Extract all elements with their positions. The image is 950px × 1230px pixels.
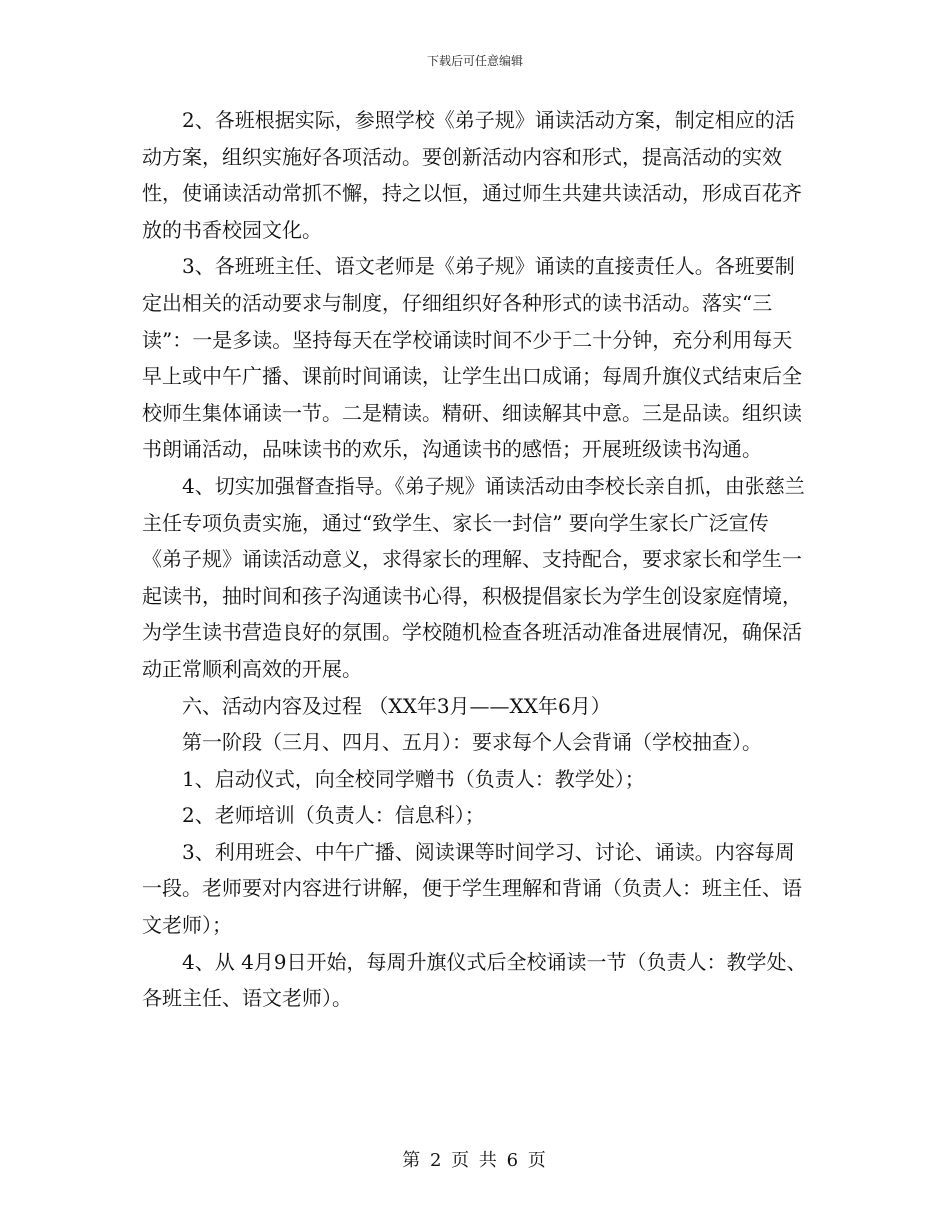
- stage-item-1: 1、启动仪式，向全校同学赠书（负责人：教学处）；: [182, 766, 645, 791]
- stage-item-4: 4、从 4月9日开始，每周升旗仪式后全校诵读一节（负责人：教学处、各班主任、语文老师）。: [142, 949, 807, 1011]
- paragraph-item-3: 3、各班班主任、语文老师是《弟子规》诵读的直接责任人。各班要制定出相关的活动要求与制度，仔细组织好各种形式的读书活动。落实“三读”：一是多读。坚持每天在学校诵读时间不少于二十分钟，充分利用每天早上或中午广播、课前时间诵读，让学生出口成诵；每周升旗仪式结束后全校师生集体诵读一节。二是精读。精研、细读解其中意。三是品读。组织读书朗诵活动，品味读书的欢乐，沟通读书的感悟；开展班级读书沟通。: [142, 254, 802, 462]
- page-header: 下载后可任意编辑: [426, 54, 523, 68]
- stage-item-3: 3、利用班会、中午广播、阅读课等时间学习、讨论、诵读。内容每周一段。老师要对内容进行讲解，便于学生理解和背诵（负责人：班主任、语文老师）；: [142, 839, 802, 938]
- stage-item-2: 2、老师培训（负责人：信息科）；: [182, 803, 485, 828]
- paragraph-item-2: 2、各班根据实际，参照学校《弟子规》诵读活动方案，制定相应的活动方案，组织实施好各项活动。要创新活动内容和形式，提高活动的实效性，使诵读活动常抓不懈，持之以恒，通过师生共建共读活动，形成百花齐放的书香校园文化。: [142, 108, 802, 242]
- section-heading-six: 六、活动内容及过程 （XX年3月——XX年6月）: [182, 693, 611, 718]
- page-number-footer: 第 2 页 共 6 页: [402, 1150, 548, 1171]
- paragraph-item-4: 4、切实加强督查指导。《弟子规》诵读活动由李校长亲自抓，由张慈兰主任专项负责实施，通过“致学生、家长一封信” 要向学生家长广泛宣传《弟子规》诵读活动意义，求得家长的理解、支持配合，要求家长和学生一起读书，抽时间和孩子沟通读书心得，积极提倡家长为学生创设家庭情境，为学生读书营造良好的氛围。学校随机检查各班活动准备进展情况，确保活动正常顺利高效的开展。: [142, 473, 805, 681]
- stage-one-heading: 第一阶段（三月、四月、五月）：要求每个人会背诵（学校抽查）。: [182, 730, 762, 755]
- document-body: [142, 102, 808, 1017]
